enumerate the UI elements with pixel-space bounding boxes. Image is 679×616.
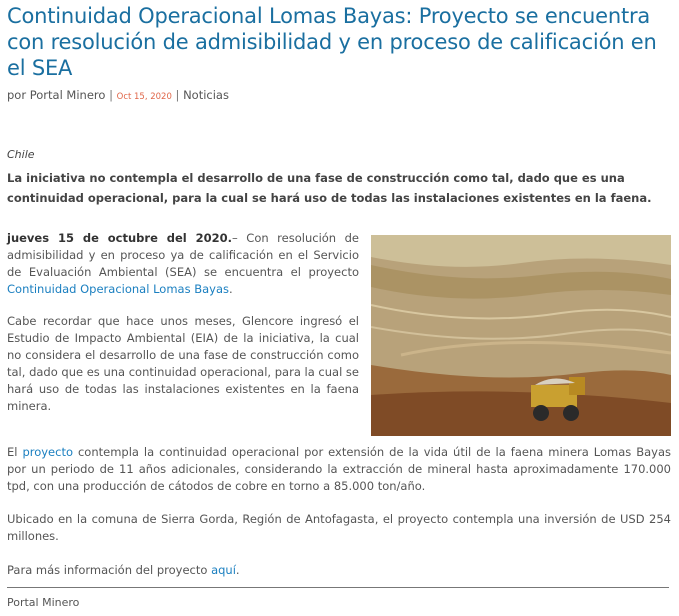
meta-separator: | (109, 88, 113, 102)
project-link[interactable]: Continuidad Operacional Lomas Bayas (7, 282, 229, 296)
paragraph-1 (7, 230, 359, 298)
article-title: Continuidad Operacional Lomas Bayas: Proyecto se encuentra con resolución de admisibilidad y en proceso de calificación en el SEA (7, 4, 657, 80)
meta-separator-2: | (175, 88, 180, 102)
paragraph-3-text: contempla la continuidad operacional por extensión de la vida útil de la faena minera Lomas Bayas por un periodo de 11 años adicionales, considerando la extracción de mineral hasta aproximadamente 170.000 tpd, con una producción de cátodos de cobre en torno a 85.000 ton/año. (7, 445, 671, 493)
mine-photo (371, 235, 671, 436)
location-kicker: Chile (7, 148, 35, 161)
byline-prefix: por (7, 88, 27, 102)
article-source: Portal Minero (7, 596, 80, 609)
paragraph-1-end: . (229, 282, 233, 296)
author-link[interactable]: Portal Minero (29, 88, 106, 102)
article-body-left-column (7, 230, 359, 430)
proyecto-link[interactable]: proyecto (22, 445, 73, 459)
paragraph-1-text: – Con resolución de admisibilidad y en proceso ya de calificación en el Servicio de Evaluación Ambiental (SEA) se encuentra el proyecto (7, 231, 359, 279)
publish-date: Oct 15, 2020 (116, 92, 172, 102)
paragraph-3-start: El (7, 445, 23, 459)
aqui-link[interactable]: aquí (211, 563, 236, 577)
dateline: jueves 15 de octubre del 2020. (7, 231, 232, 245)
paragraph-4: Ubicado en la comuna de Sierra Gorda, Región de Antofagasta, el proyecto contempla una inversión de USD 254 millones. (7, 512, 671, 543)
paragraph-2: Cabe recordar que hace unos meses, Glencore ingresó el Estudio de Impacto Ambiental (EIA) de la iniciativa, la cual no considera el desarrollo de una fase de construcción como tal, dado que es una continuidad operacional, para la cual se hará uso de todas las instalaciones existentes en la faena minera. (7, 314, 359, 413)
paragraph-5 (7, 562, 671, 579)
paragraph-3 (7, 444, 671, 495)
divider (7, 587, 669, 588)
article-lead: La iniciativa no contempla el desarrollo de una fase de construcción como tal, dado que es una continuidad operacional, para la cual se hará uso de todas las instalaciones existentes en la faena. (7, 171, 652, 205)
paragraph-5-text: Para más información del proyecto (7, 563, 212, 577)
paragraph-5-end: . (235, 563, 240, 577)
article-meta (7, 88, 229, 102)
category-link[interactable]: Noticias (183, 88, 229, 102)
